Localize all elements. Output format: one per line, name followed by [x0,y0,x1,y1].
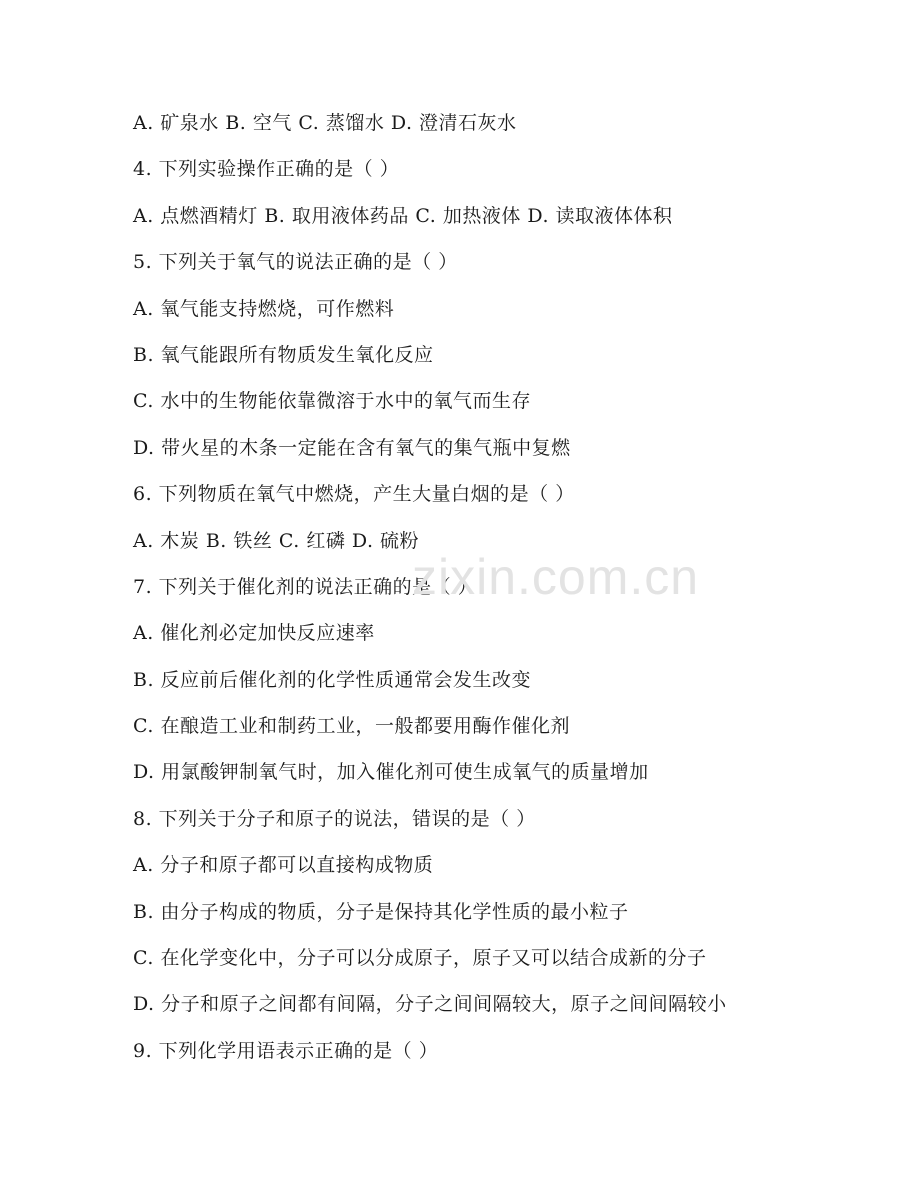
option-7b: B. 反应前后催化剂的化学性质通常会发生改变 [133,668,532,691]
option-5c: C. 水中的生物能依靠微溶于水中的氧气而生存 [133,390,531,413]
option-8c: C. 在化学变化中，分子可以分成原子，原子又可以结合成新的分子 [133,947,707,970]
option-7a: A. 催化剂必定加快反应速率 [133,622,375,645]
option-7d: D. 用氯酸钾制氧气时，加入催化剂可使生成氧气的质量增加 [133,761,649,784]
option-8a: A. 分子和原子都可以直接构成物质 [133,854,434,877]
option-line-q6: A. 木炭 B. 铁丝 C. 红磷 D. 硫粉 [133,529,420,552]
option-7c: C. 在酿造工业和制药工业，一般都要用酶作催化剂 [133,715,570,738]
option-5d: D. 带火星的木条一定能在含有氧气的集气瓶中复燃 [133,436,571,459]
question-4: 4. 下列实验操作正确的是（ ） [133,158,400,181]
question-9: 9. 下列化学用语表示正确的是（ ） [133,1039,439,1062]
option-8b: B. 由分子构成的物质，分子是保持其化学性质的最小粒子 [133,900,629,923]
question-6: 6. 下列物质在氧气中燃烧，产生大量白烟的是（ ） [133,483,575,506]
option-8d: D. 分子和原子之间都有间隔，分子之间间隔较大，原子之间间隔较小 [133,993,727,1016]
option-line-q4: A. 点燃酒精灯 B. 取用液体药品 C. 加热液体 D. 读取液体体积 [133,204,673,227]
question-7: 7. 下列关于催化剂的说法正确的是（ ） [133,575,478,598]
option-5a: A. 氧气能支持燃烧，可作燃料 [133,297,395,320]
question-text-block [133,100,893,1074]
question-8: 8. 下列关于分子和原子的说法，错误的是（ ） [133,807,536,830]
option-line-q3: A. 矿泉水 B. 空气 C. 蒸馏水 D. 澄清石灰水 [133,112,517,134]
watermark: zixin.com.cn [412,549,700,605]
question-5: 5. 下列关于氧气的说法正确的是（ ） [133,251,458,274]
option-5b: B. 氧气能跟所有物质发生氧化反应 [133,343,434,366]
